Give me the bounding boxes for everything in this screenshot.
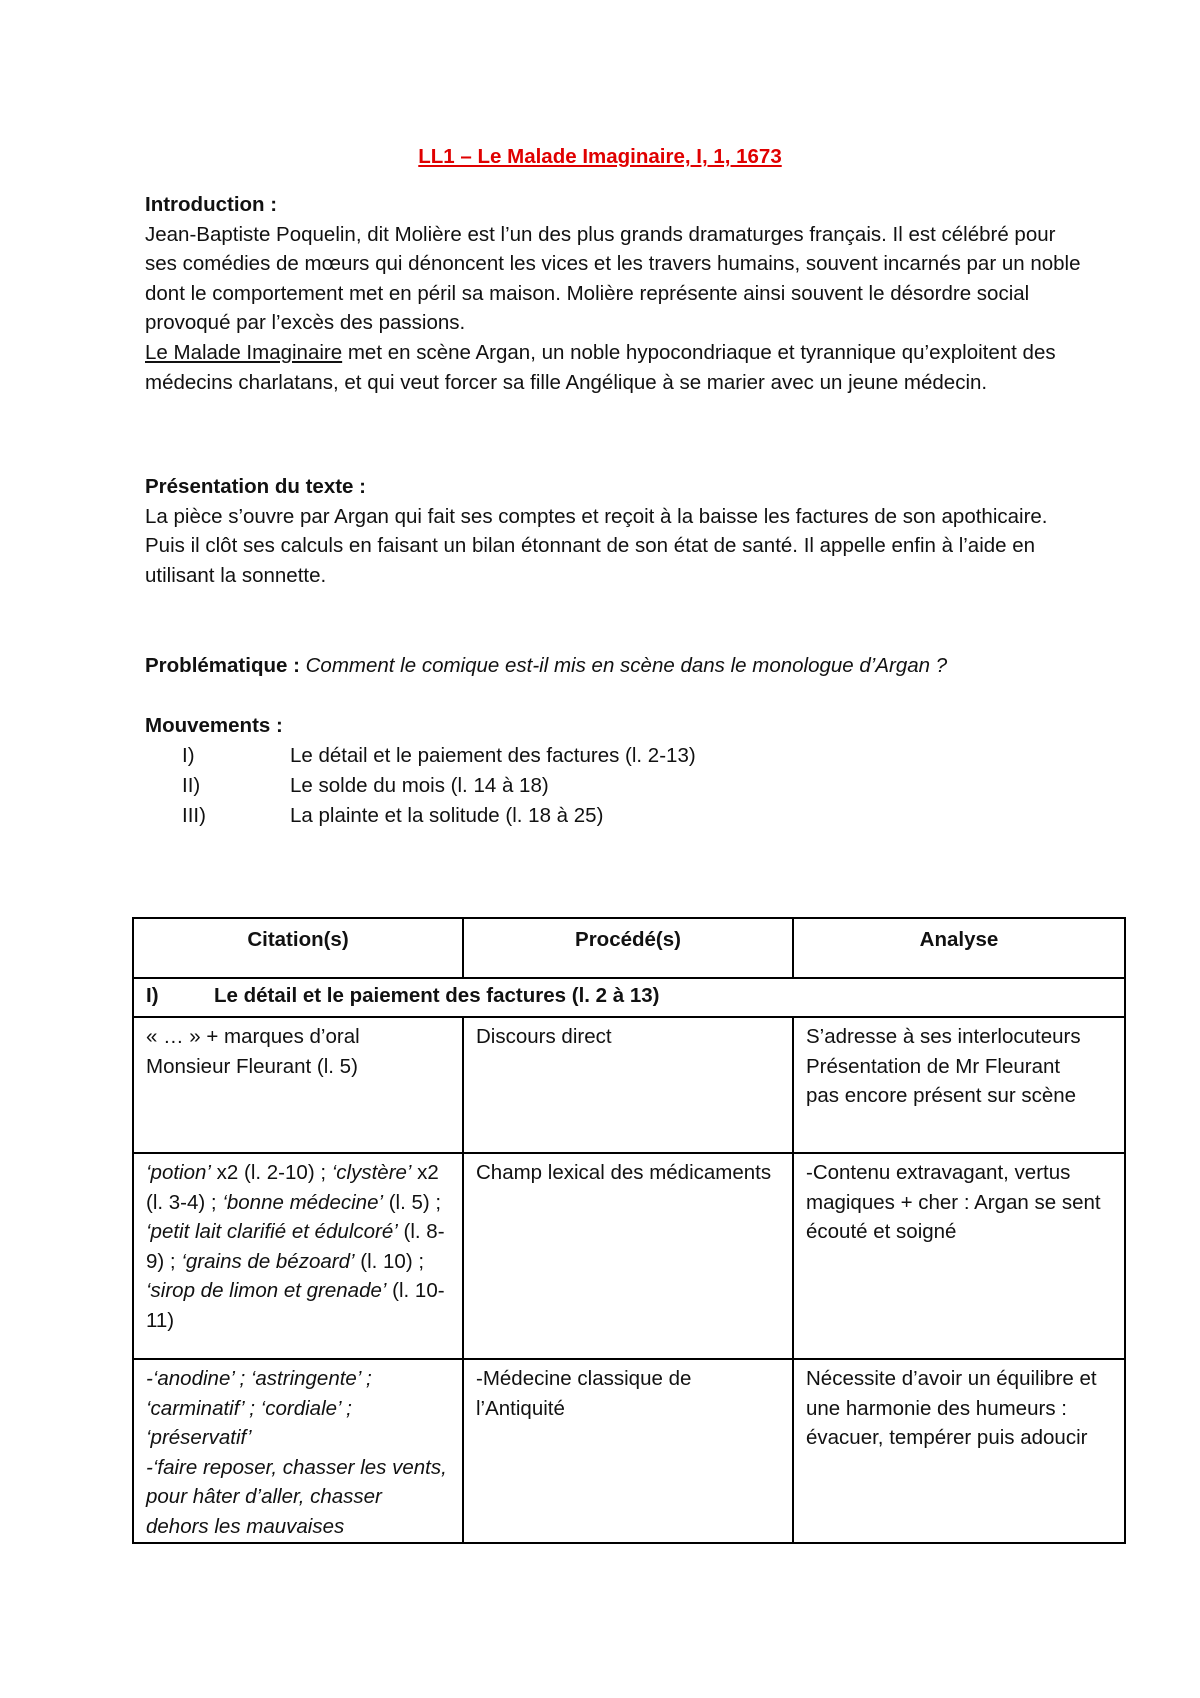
citation-cell bbox=[133, 1017, 463, 1153]
citation-line: « … » + marques d’oral bbox=[146, 1025, 360, 1048]
header-citations: Citation(s) bbox=[133, 918, 463, 978]
quote: ‘bonne médecine’ bbox=[222, 1190, 384, 1214]
procede-cell: Champ lexical des médicaments bbox=[463, 1153, 793, 1359]
mouvement-number: III) bbox=[182, 804, 206, 827]
table-header-row bbox=[133, 918, 1125, 978]
citation-cell bbox=[133, 1153, 463, 1359]
quote: ‘grains de bézoard’ bbox=[181, 1249, 355, 1273]
introduction-heading: Introduction : bbox=[145, 193, 278, 216]
mouvement-text: Le détail et le paiement des factures (l. 2-13) bbox=[290, 744, 696, 767]
reference: x2 (l. 2-10) ; bbox=[210, 1161, 332, 1184]
quote: ‘clystère’ bbox=[331, 1161, 412, 1184]
citation-cell bbox=[133, 1359, 463, 1543]
table-row bbox=[133, 1153, 1125, 1359]
analyse-cell: -Contenu extravagant, vertus magiques + cher : Argan se sent écouté et soigné bbox=[793, 1153, 1125, 1359]
problematique-section bbox=[145, 651, 1085, 681]
reference: x2 (l. 3-4) ; bbox=[146, 1161, 439, 1214]
mouvement-item bbox=[182, 801, 603, 831]
problematique-label: Problématique : bbox=[145, 654, 300, 677]
mouvement-item bbox=[182, 741, 696, 771]
quote: ‘sirop de limon et grenade’ bbox=[146, 1279, 387, 1303]
citation-line: -‘anodine’ ; ‘astringente’ ; ‘carminatif’ ; ‘cordiale’ ; ‘préservatif’ bbox=[146, 1367, 372, 1450]
reference: (l. 10) ; bbox=[354, 1249, 425, 1273]
document-title: LL1 – Le Malade Imaginaire, I, 1, 1673 bbox=[418, 145, 782, 168]
quote: ‘potion’ bbox=[146, 1161, 211, 1184]
header-analyse: Analyse bbox=[793, 918, 1125, 978]
presentation-section bbox=[145, 472, 1085, 590]
problematique-question: Comment le comique est-il mis en scène dans le monologue d’Argan ? bbox=[299, 654, 948, 677]
procede-cell: Discours direct bbox=[463, 1017, 793, 1153]
reference: (l. 5) ; bbox=[383, 1190, 442, 1214]
analysis-table bbox=[132, 917, 1126, 1544]
presentation-heading: Présentation du texte : bbox=[145, 475, 366, 498]
introduction-section bbox=[145, 190, 1085, 397]
table-row bbox=[133, 1017, 1125, 1153]
citation-line: -‘faire reposer, chasser les vents, pour hâter d’aller, chasser dehors les mauvaises bbox=[146, 1455, 447, 1538]
analyse-cell bbox=[793, 1017, 1125, 1153]
mouvement-item bbox=[182, 771, 549, 801]
procede-cell: -Médecine classique de l’Antiquité bbox=[463, 1359, 793, 1543]
analyse-line: Présentation de Mr Fleurant bbox=[806, 1054, 1061, 1078]
introduction-paragraph-1: Jean-Baptiste Poquelin, dit Molière est l’un des plus grands dramaturges français. Il est célébré pour ses comédies de mœurs qui dénoncent les vices et les travers humains, souvent incarnés par un noble dont le comportement met en péril sa maison. Molière représente ainsi souvent le désordre social provoqué par l’excès des passions. bbox=[145, 222, 1081, 335]
reference: (l. 8-9) ; bbox=[146, 1220, 445, 1273]
analyse-cell: Nécessite d’avoir un équilibre et une harmonie des humeurs : évacuer, tempérer puis adoucir bbox=[793, 1359, 1125, 1543]
presentation-text: La pièce s’ouvre par Argan qui fait ses comptes et reçoit à la baisse les factures de son apothicaire. Puis il clôt ses calculs en faisant un bilan étonnant de son état de santé. Il appelle enfin à l’aide en utilisant la sonnette. bbox=[145, 504, 1048, 587]
table-section-row bbox=[133, 978, 1125, 1017]
section-cell bbox=[133, 978, 1125, 1017]
section-label: Le détail et le paiement des factures (l. 2 à 13) bbox=[214, 984, 660, 1007]
section-number: I) bbox=[146, 984, 159, 1007]
header-procedes: Procédé(s) bbox=[463, 918, 793, 978]
mouvement-number: II) bbox=[182, 774, 201, 797]
mouvement-text: Le solde du mois (l. 14 à 18) bbox=[290, 774, 549, 797]
quote: ‘petit lait clarifié et édulcoré’ bbox=[146, 1220, 398, 1244]
citation-line: Monsieur Fleurant (l. 5) bbox=[146, 1054, 358, 1078]
analyse-line: pas encore présent sur scène bbox=[806, 1084, 1077, 1108]
introduction-paragraph-2-text: met en scène Argan, un noble hypocondriaque et tyrannique qu’exploitent des médecins charlatans, et qui veut forcer sa fille Angélique à se marier avec un jeune médecin. bbox=[145, 340, 1056, 394]
mouvement-text: La plainte et la solitude (l. 18 à 25) bbox=[290, 804, 604, 827]
introduction-paragraph-2 bbox=[145, 338, 1085, 397]
mouvements-heading-text: Mouvements : bbox=[145, 714, 283, 737]
mouvements-heading bbox=[145, 711, 1085, 741]
table-row bbox=[133, 1359, 1125, 1543]
work-title: Le Malade Imaginaire bbox=[145, 340, 343, 364]
mouvement-number: I) bbox=[182, 744, 195, 767]
reference: (l. 10-11) bbox=[146, 1279, 445, 1332]
analyse-line: S’adresse à ses interlocuteurs bbox=[806, 1025, 1081, 1048]
